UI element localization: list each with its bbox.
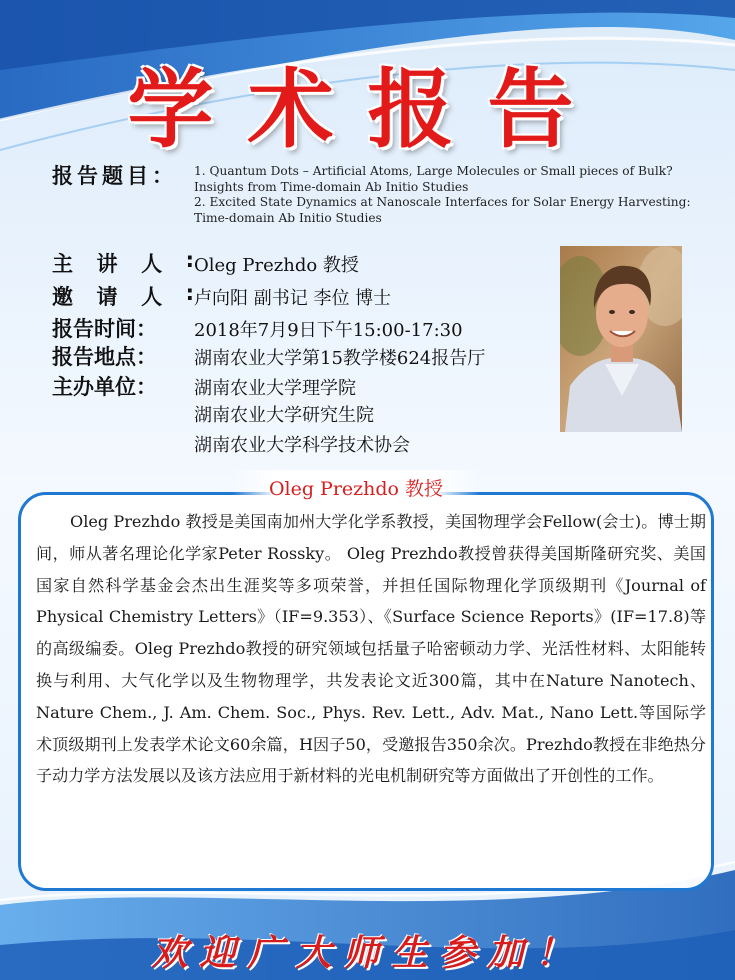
time-row bbox=[52, 313, 463, 343]
speaker-photo bbox=[560, 246, 682, 432]
organizer-row bbox=[52, 371, 356, 401]
topic-line: Insights from Time-domain Ab Initio Studies bbox=[194, 179, 469, 194]
speaker-label: 主 讲 人 : bbox=[52, 248, 194, 276]
poster-title: 学术报告 bbox=[127, 60, 608, 160]
organizer-1: 湖南农业大学理学院 bbox=[194, 378, 356, 399]
inviter-row bbox=[52, 281, 391, 311]
speaker-row bbox=[52, 248, 359, 278]
topic-line: Time-domain Ab Initio Studies bbox=[194, 210, 382, 225]
welcome-slogan: 欢迎广大师生参加！ bbox=[151, 932, 584, 974]
time-label: 报告时间： bbox=[52, 317, 157, 341]
place-label: 报告地点： bbox=[52, 345, 157, 369]
time-value: 2018年7月9日下午15:00-17:30 bbox=[194, 320, 463, 341]
organizer-3: 湖南农业大学科学技术协会 bbox=[194, 435, 410, 456]
topic-line: 1. Quantum Dots – Artificial Atoms, Large Molecules or Small pieces of Bulk? bbox=[194, 164, 673, 178]
bio-heading-tab bbox=[232, 470, 480, 504]
inviter-label: 邀 请 人 : bbox=[52, 281, 194, 309]
place-row bbox=[52, 341, 485, 371]
inviter-names: 卢向阳 副书记 李位 博士 bbox=[194, 288, 392, 309]
organizer-2: 湖南农业大学研究生院 bbox=[194, 405, 374, 426]
topic-line: 2. Excited State Dynamics at Nanoscale Interfaces for Solar Energy Harvesting: bbox=[194, 195, 691, 209]
place-value: 湖南农业大学第15教学楼624报告厅 bbox=[194, 348, 486, 369]
organizer-label: 主办单位： bbox=[52, 375, 157, 399]
speaker-name: Oleg Prezhdo 教授 bbox=[194, 255, 359, 276]
topic-list bbox=[194, 164, 694, 226]
bio-paragraph: Oleg Prezhdo 教授是美国南加州大学化学系教授，美国物理学会Fellow(会士)。博士期间，师从著名理论化学家Peter Rossky。 Oleg Prezhdo教授曾获得美国斯隆研究奖、美国国家自然科学基金会杰出生涯奖等多项荣誉，并担任国际物理化学顶级期刊《Journal of Physical Chemistry Letters》（IF=9.353）、《Surface Science Reports》(IF=17.8)等的高级编委。Oleg Prezhdo教授的研究领域包括量子哈密顿动力学、光活性材料、太阳能转换与利用、大气化学以及生物物理学，共发表论文近300篇，其中在Nature Nanotech、Nature Chem., J. Am. Chem. Soc., Phys. Rev. Lett., Adv. Mat., Nano Lett.等国际学术顶级期刊上发表学术论文60余篇，H因子50，受邀报告350余次。Prezhdo教授在非绝热分子动力学方法发展以及该方法应用于新材料的光电机制研究等方面做出了开创性的工作。 bbox=[36, 512, 706, 786]
topic-label: 报告题目： bbox=[52, 164, 177, 188]
bio-heading: Oleg Prezhdo 教授 bbox=[268, 478, 444, 500]
